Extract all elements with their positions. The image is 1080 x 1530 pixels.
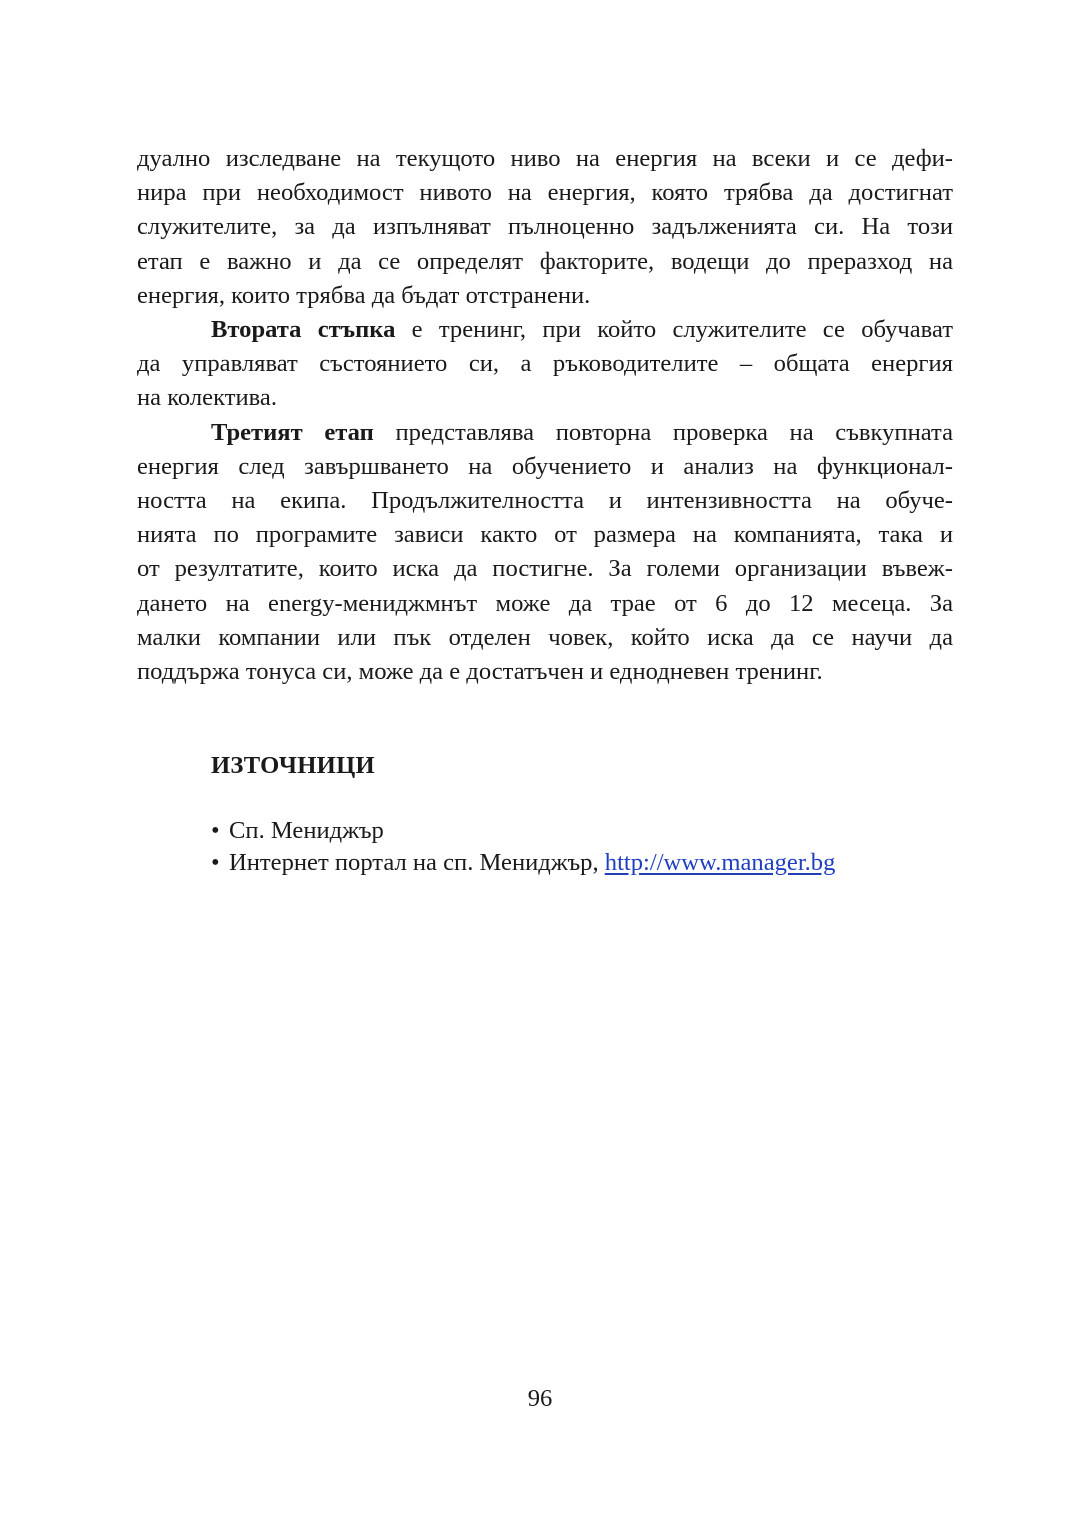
text-line: малки компании или пък отделен човек, който иска да се научи да — [137, 623, 953, 651]
sources-list — [211, 815, 835, 879]
paragraph-third-stage-first-line — [137, 416, 953, 450]
source-text: Интернет портал на сп. Мениджър, — [229, 849, 605, 876]
text-line: ността на екипа. Продължителността и интензивността на обуче- — [137, 487, 953, 515]
list-item — [211, 815, 835, 847]
text-line: дането на energy-мениджмнът може да трае от 6 до 12 месеца. За — [137, 589, 953, 617]
sources-heading: ИЗТОЧНИЦИ — [211, 752, 375, 779]
text-line: да управляват състоянието си, а ръководителите – общата енергия — [137, 350, 953, 378]
bullet-icon: • — [211, 849, 220, 876]
text-line: енергия след завършването на обучението и анализ на функционал- — [137, 452, 953, 480]
text-run: представлява повторна проверка на съвкупната — [373, 418, 954, 446]
text-line: служителите, за да изпълняват пълноценно задълженията си. На този — [137, 213, 953, 241]
text-line: нира при необходимост нивото на енергия, която трябва да достигнат — [137, 179, 953, 207]
text-line: енергия, които трябва да бъдат отстранени. — [137, 281, 591, 309]
text-line: нията по програмите зависи както от размера на компанията, така и — [137, 521, 953, 549]
text-line: на колектива. — [137, 384, 277, 412]
bold-term-third-stage: Третият етап — [211, 418, 374, 446]
source-link[interactable]: http://www.manager.bg — [604, 849, 836, 876]
text-line: етап е важно и да се определят факторите, водещи до преразход на — [137, 247, 953, 275]
bullet-icon: • — [211, 817, 220, 844]
bold-term-second-step: Втората стъпка — [211, 316, 396, 344]
list-item — [211, 847, 835, 879]
text-line: от резултатите, които иска да постигне. За големи организации въвеж- — [137, 555, 953, 583]
source-text: Сп. Мениджър — [229, 817, 384, 844]
page-number: 96 — [527, 1385, 553, 1412]
body-text — [137, 142, 953, 689]
text-line: дуално изследване на текущото ниво на енергия на всеки и се дефи- — [137, 145, 953, 172]
paragraph-second-step-first-line — [137, 313, 953, 347]
text-run: е тренинг, при който служителите се обучават — [395, 316, 953, 344]
text-line: поддържа тонуса си, може да е достатъчен и еднодневен тренинг. — [137, 658, 823, 686]
